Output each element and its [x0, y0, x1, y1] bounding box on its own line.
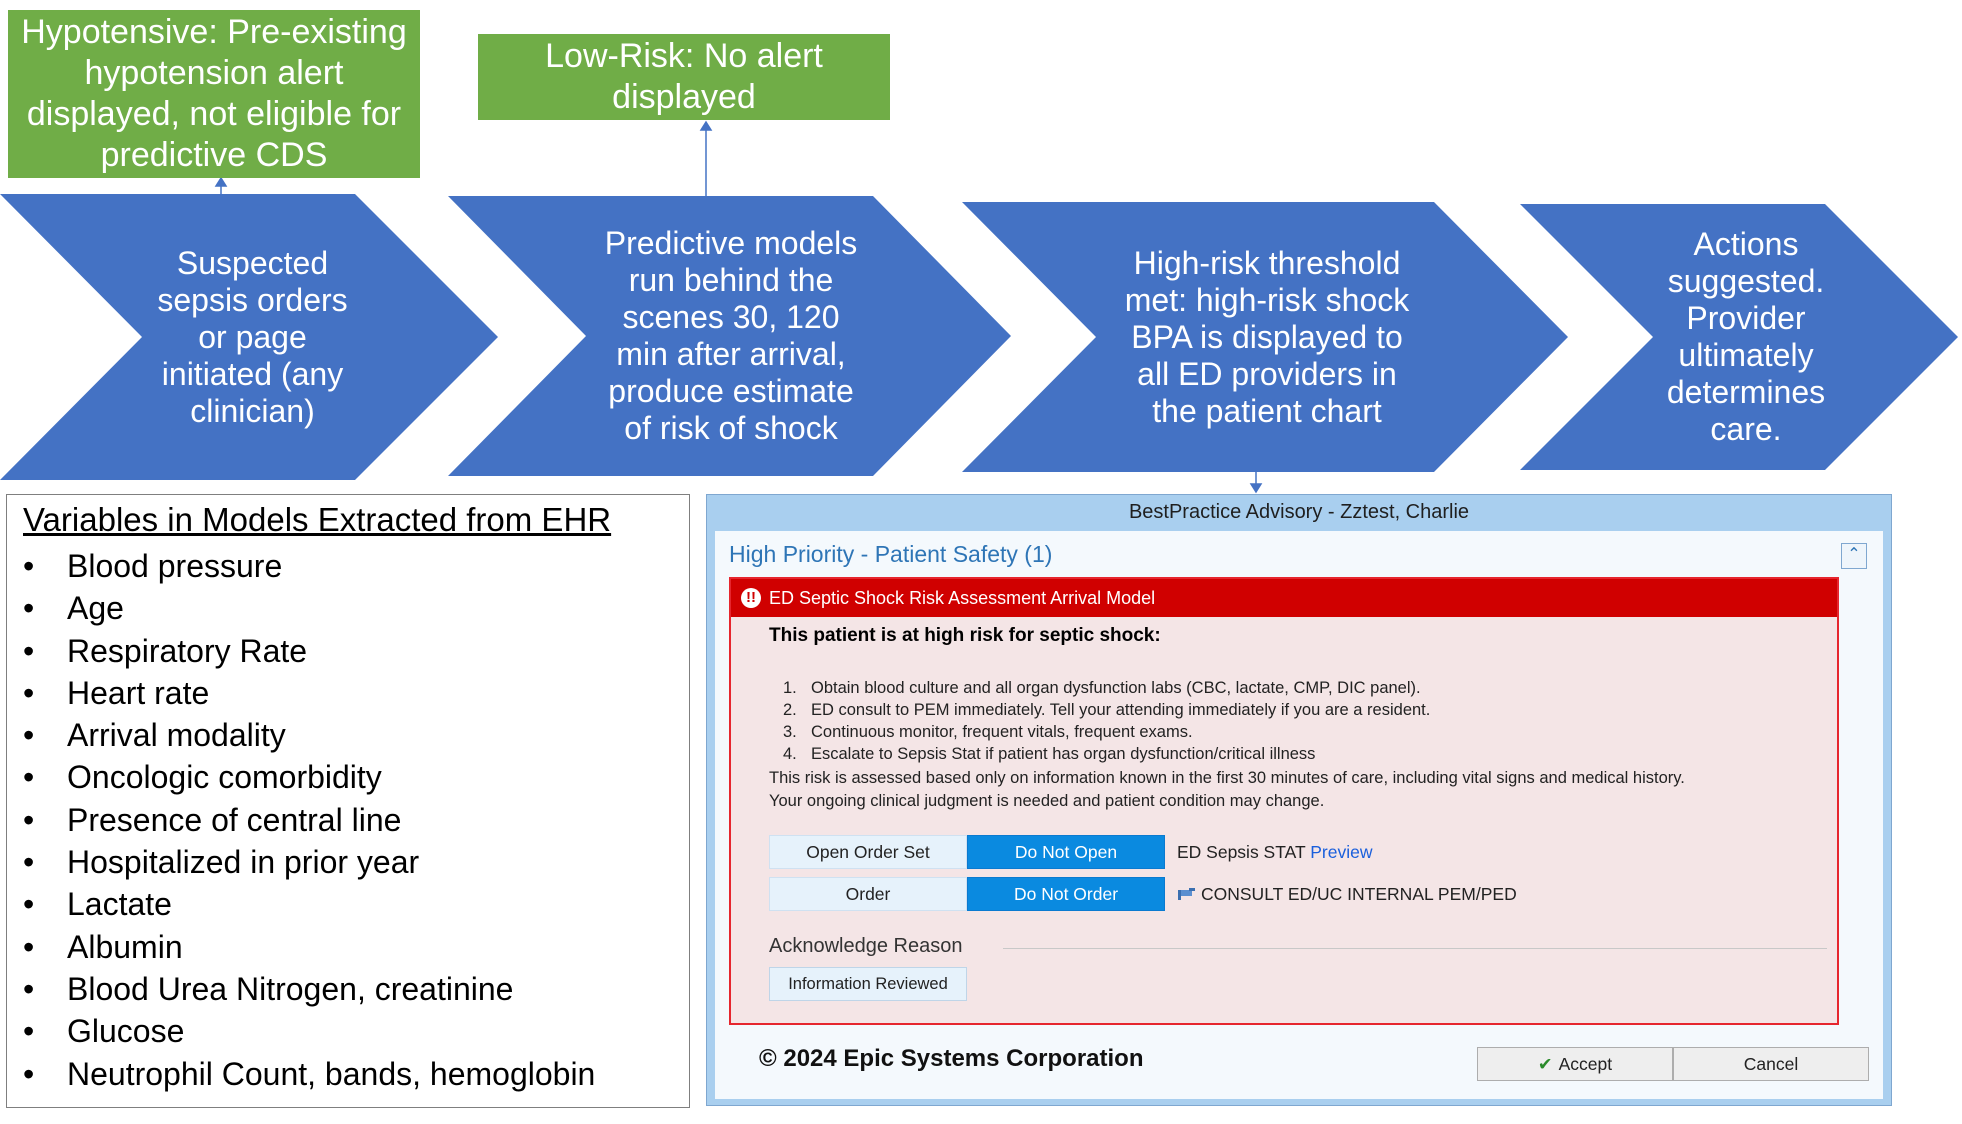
order-set-row — [769, 835, 1769, 869]
order-button[interactable]: Order — [769, 877, 967, 911]
section-title: High Priority - Patient Safety (1) — [729, 541, 1053, 567]
information-reviewed-button[interactable]: Information Reviewed — [769, 967, 967, 1001]
step-text-2: Predictive models run behind the scenes 30, 120 min after arrival, produce estimate of risk of shock — [604, 225, 858, 446]
list-item: • Oncologic comorbidity — [7, 756, 595, 798]
preview-link[interactable]: Preview — [1310, 842, 1373, 862]
order-set-label: ED Sepsis STAT Preview — [1177, 842, 1373, 862]
alert-exclamation-icon: !! — [741, 588, 761, 608]
list-item: 1. Obtain blood culture and all organ dysfunction labs (CBC, lactate, CMP, DIC panel). — [783, 679, 1421, 697]
list-item: • Lactate — [7, 883, 595, 925]
risk-disclaimer: This risk is assessed based only on information known in the first 30 minutes of care, including vital signs and medical history. Your ongoing clinical judgment is needed and patient condition may change. — [769, 769, 1685, 810]
step-text-4: Actions suggested. Provider ultimately determines care. — [1666, 226, 1826, 447]
list-item: 4. Escalate to Sepsis Stat if patient has organ dysfunction/critical illness — [783, 745, 1316, 763]
divider — [1003, 948, 1827, 949]
step-chevron-4 — [1520, 204, 1960, 470]
bpa-window-title: BestPractice Advisory - Zztest, Charlie — [1128, 501, 1470, 523]
do-not-open-button[interactable]: Do Not Open — [967, 835, 1165, 869]
list-item: • Arrival modality — [7, 714, 595, 756]
step-text-1: Suspected sepsis orders or page initiated (any clinician) — [157, 244, 348, 429]
alert-headline: This patient is at high risk for septic shock: — [769, 625, 1161, 646]
variables-box — [6, 494, 690, 1108]
list-item: • Blood pressure — [7, 545, 595, 587]
copyright: © 2024 Epic Systems Corporation — [759, 1045, 1144, 1072]
hypotensive-text: Hypotensive: Pre-existing hypotension alert displayed, not eligible for predictive CDS — [21, 13, 407, 174]
step-chevron-2 — [448, 196, 1013, 476]
cancel-button[interactable]: Cancel — [1673, 1047, 1869, 1081]
step-text-3: High-risk threshold met: high-risk shock BPA is displayed to all ED providers in the patient chart — [1124, 244, 1410, 429]
alert-title: ED Septic Shock Risk Assessment Arrival Model — [769, 588, 1156, 608]
collapse-button[interactable] — [1841, 543, 1867, 569]
bpa-window — [706, 494, 1892, 1106]
list-item: 3. Continuous monitor, frequent vitals, frequent exams. — [783, 723, 1193, 741]
bpa-content — [715, 531, 1883, 1099]
list-item: • Presence of central line — [7, 799, 595, 841]
variables-title: Variables in Models Extracted from EHR — [23, 501, 612, 538]
open-order-set-button[interactable]: Open Order Set — [769, 835, 967, 869]
alert-header — [731, 579, 1837, 617]
order-label: CONSULT ED/UC INTERNAL PEM/PED — [1177, 877, 1517, 911]
checkmark-icon: ✔ — [1537, 1054, 1553, 1074]
acknowledge-label: Acknowledge Reason — [769, 935, 963, 957]
double-chevron-up-icon: ⌃ — [1847, 546, 1861, 563]
list-item: • Age — [7, 587, 595, 629]
recommendation-list — [783, 677, 1430, 765]
list-item: • Heart rate — [7, 672, 595, 714]
variables-list — [7, 545, 595, 1095]
list-item: • Respiratory Rate — [7, 630, 595, 672]
list-item: • Neutrophil Count, bands, hemoglobin — [7, 1053, 595, 1095]
order-row — [769, 877, 1769, 911]
order-icon — [1177, 887, 1197, 901]
list-item: • Glucose — [7, 1010, 595, 1052]
list-item: • Blood Urea Nitrogen, creatinine — [7, 968, 595, 1010]
do-not-order-button[interactable]: Do Not Order — [967, 877, 1165, 911]
list-item: 2. ED consult to PEM immediately. Tell your attending immediately if you are a resident. — [783, 701, 1431, 719]
list-item: • Albumin — [7, 926, 595, 968]
hypotensive-callout — [8, 10, 420, 178]
step-chevron-3 — [962, 202, 1572, 472]
low-risk-text: Low-Risk: No alert displayed — [545, 37, 823, 116]
list-item: • Hospitalized in prior year — [7, 841, 595, 883]
step-chevron-1 — [0, 194, 500, 480]
accept-button[interactable]: ✔ Accept — [1477, 1047, 1673, 1081]
alert-panel — [729, 577, 1839, 1025]
low-risk-callout — [478, 34, 890, 120]
